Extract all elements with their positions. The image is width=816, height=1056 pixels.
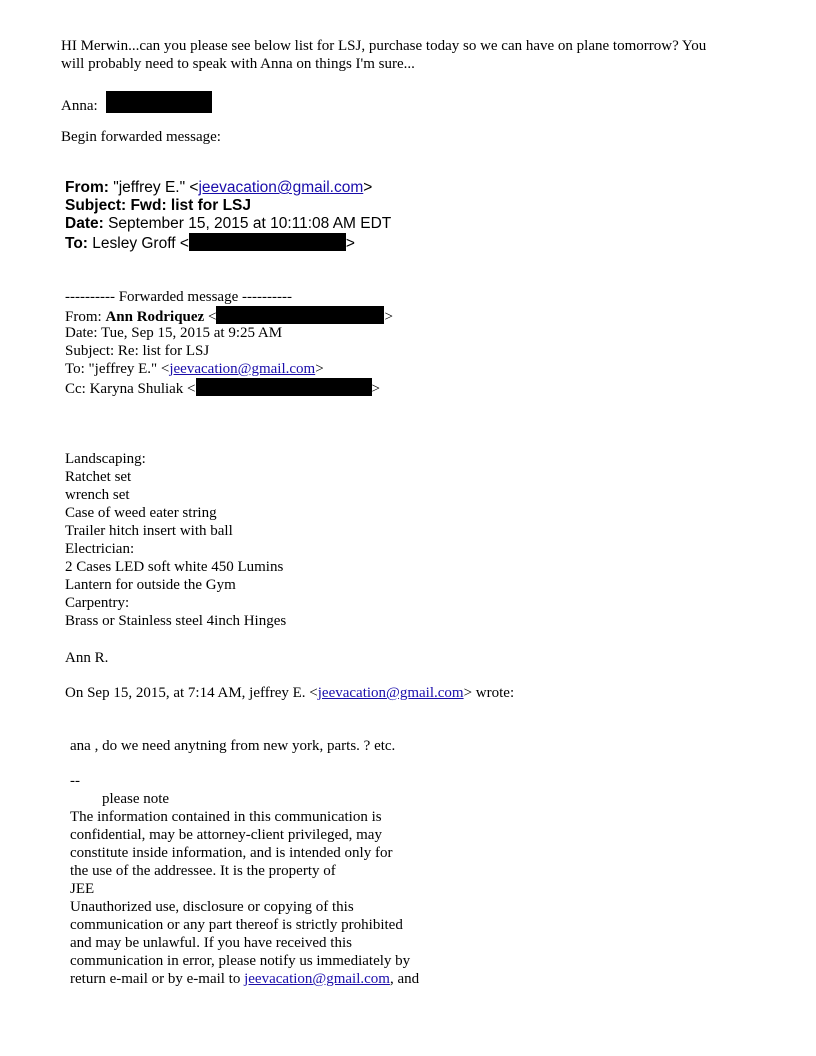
disclaimer-line: confidential, may be attorney-client privileged, may <box>70 827 382 843</box>
disclaimer-line: communication or any part thereof is strictly prohibited <box>70 917 403 933</box>
inner-from-open: < <box>204 309 217 325</box>
disclaimer-email-link[interactable]: jeevacation@gmail.com <box>244 971 390 987</box>
inner-to-close: > <box>315 361 324 377</box>
disclaimer-line: The information contained in this communication is <box>70 809 382 825</box>
inner-subject: Subject: Re: list for LSJ <box>65 343 210 359</box>
forward-separator: ---------- Forwarded message ---------- <box>65 289 292 305</box>
inner-to-email-link[interactable]: jeevacation@gmail.com <box>169 361 316 377</box>
inner-cc-line <box>65 378 380 398</box>
fwd-to-close: > <box>345 235 355 252</box>
inner-to-prefix: To: "jeffrey E." < <box>65 361 170 377</box>
disclaimer-last-suffix: , and <box>389 971 420 987</box>
fwd-subject-value: Fwd: list for LSJ <box>126 197 252 214</box>
disclaimer <box>70 808 419 988</box>
disclaimer-line: constitute inside information, and is intended only for <box>70 845 393 861</box>
wrote-line <box>65 684 514 702</box>
list-item: wrench set <box>65 487 130 503</box>
disclaimer-line: and may be unlawful. If you have received this <box>70 935 352 951</box>
inner-from-prefix: From: <box>65 309 106 325</box>
fwd-from-name: "jeffrey E." < <box>108 179 199 196</box>
quoted-question: ana , do we need anytning from new york, parts. ? etc. <box>70 738 396 754</box>
list-item: Case of weed eater string <box>65 505 217 521</box>
signature-dashes: -- <box>70 773 80 789</box>
redaction-box <box>196 378 372 396</box>
inner-cc-prefix: Cc: Karyna Shuliak < <box>65 381 196 397</box>
redaction-box <box>106 91 212 113</box>
redaction-box <box>189 233 346 251</box>
redaction-box <box>216 306 384 324</box>
fwd-subject-label: Subject: <box>65 197 127 214</box>
item-list <box>65 450 286 630</box>
intro-line-2: will probably need to speak with Anna on things I'm sure... <box>61 56 415 72</box>
begin-forwarded: Begin forwarded message: <box>61 129 221 145</box>
wrote-suffix: > wrote: <box>463 685 515 701</box>
fwd-from-line <box>65 179 372 197</box>
inner-cc-close: > <box>371 381 380 397</box>
list-item: Electrician: <box>65 541 135 557</box>
inner-from-name: Ann Rodriquez <box>105 309 205 325</box>
fwd-subject-line <box>65 197 251 215</box>
fwd-to-line <box>65 233 355 253</box>
wrote-prefix: On Sep 15, 2015, at 7:14 AM, jeffrey E. < <box>65 685 318 701</box>
list-item: Brass or Stainless steel 4inch Hinges <box>65 613 287 629</box>
list-item: Ratchet set <box>65 469 132 485</box>
disclaimer-line: communication in error, please notify us immediately by <box>70 953 411 969</box>
fwd-from-close: > <box>363 179 373 196</box>
list-item: 2 Cases LED soft white 450 Lumins <box>65 559 284 575</box>
fwd-from-label: From: <box>65 179 109 196</box>
list-item: Lantern for outside the Gym <box>65 577 236 593</box>
inner-date: Date: Tue, Sep 15, 2015 at 9:25 AM <box>65 325 283 341</box>
anna-label: Anna: <box>61 98 98 114</box>
fwd-date-line <box>65 215 391 233</box>
wrote-email-link[interactable]: jeevacation@gmail.com <box>317 685 464 701</box>
list-item: Trailer hitch insert with ball <box>65 523 233 539</box>
please-note: please note <box>102 791 170 807</box>
disclaimer-line: JEE <box>70 881 95 897</box>
list-item: Landscaping: <box>65 451 146 467</box>
fwd-from-email-link[interactable]: jeevacation@gmail.com <box>198 179 364 196</box>
disclaimer-line: Unauthorized use, disclosure or copying of this <box>70 899 354 915</box>
list-item: Carpentry: <box>65 595 130 611</box>
anna-line <box>61 91 212 115</box>
fwd-to-value: Lesley Groff < <box>87 235 189 252</box>
inner-to-line <box>65 360 324 378</box>
fwd-to-label: To: <box>65 235 88 252</box>
disclaimer-last-prefix: return e-mail or by e-mail to <box>70 971 245 987</box>
inner-from-line <box>65 306 393 326</box>
intro-line-1: HI Merwin...can you please see below list for LSJ, purchase today so we can have on plane tomorrow? You <box>61 38 707 54</box>
disclaimer-line: the use of the addressee. It is the property of <box>70 863 336 879</box>
signoff: Ann R. <box>65 650 109 666</box>
fwd-date-label: Date: <box>65 215 104 232</box>
fwd-date-value: September 15, 2015 at 10:11:08 AM EDT <box>103 215 392 232</box>
inner-from-close: > <box>384 309 393 325</box>
disclaimer-last-line <box>70 970 419 988</box>
